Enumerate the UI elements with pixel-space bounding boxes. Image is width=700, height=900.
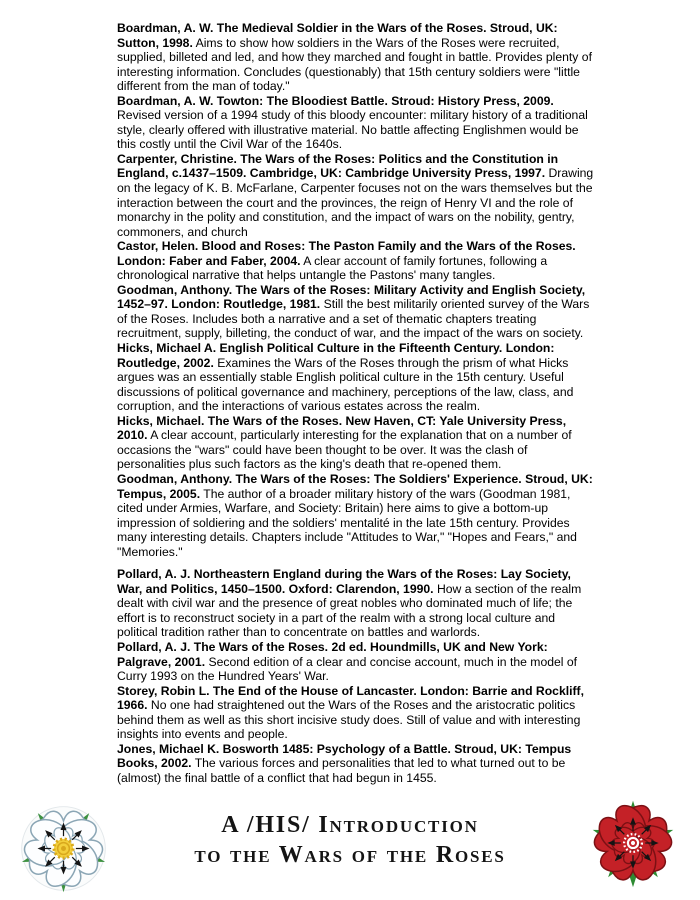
entry-citation: Pollard, A. J. Northeastern England during the Wars of the Roses: Lay Society, War, and Politics, 1450–1500. Oxford: Clarendon, 1990. <box>117 567 571 596</box>
bibliography-entry <box>117 742 594 786</box>
entry-citation: Goodman, Anthony. The Wars of the Roses: Military Activity and English Society, 1452–97. London: Routledge, 1981. <box>117 282 586 312</box>
entry-annotation: How a section of the realm dealt with civil war and the presence of great nobles who dominated much of life; the effort is to reconstruct society in a part of the realm with a strong local culture and political tradition rather than to concentrate on battles and warlords. <box>117 581 582 640</box>
entry-citation: Castor, Helen. Blood and Roses: The Paston Family and the Wars of the Roses. London: Faber and Faber, 2004. <box>117 239 576 268</box>
entry-annotation: The author of a broader military history of the wars (Goodman 1981, cited under Armies, Warfare, and Society: Britain) here aims to give a bottom-up impression of soldiering and the soldiers' mentalité in the late 15th century. Provides many interesting details. Chapters include "Attitudes to War," "Hopes and Fears," and "Memories." <box>117 486 577 559</box>
bibliography-entry <box>117 341 594 414</box>
entry-annotation: No one had straightened out the Wars of the Roses and the aristocratic politics behind them as well as this short incisive study does. Still of value and with interesting insights into events and people. <box>117 698 581 742</box>
entry-citation: Jones, Michael K. Bosworth 1485: Psychology of a Battle. Stroud, UK: Tempus Books, 2002. <box>117 741 572 771</box>
rose-center <box>54 839 73 858</box>
bibliography-entry <box>117 94 594 152</box>
bibliography-entry <box>117 684 594 742</box>
entry-citation: Carpenter, Christine. The Wars of the Roses: Politics and the Constitution in England, c.1437–1509. Cambridge, UK: Cambridge University Press, 1997. <box>117 151 559 181</box>
bibliography-entry <box>117 414 594 472</box>
bibliography-entry <box>117 640 594 684</box>
page-title-line-1: A /HIS/ Introduction <box>221 812 479 838</box>
entry-citation: Hicks, Michael. The Wars of the Roses. New Haven, CT: Yale University Press, 2010. <box>117 413 567 443</box>
entry-citation: Storey, Robin L. The End of the House of Lancaster. London: Barrie and Rockliff, 1966. <box>117 683 584 713</box>
entry-annotation: Second edition of a clear and concise account, much in the model of Curry 1993 on the Hundred Years' War. <box>117 654 578 684</box>
bibliography-entry <box>117 21 594 94</box>
bibliography-entry <box>117 472 594 559</box>
bibliography-entry <box>117 239 594 283</box>
white-rose-of-york-icon <box>16 801 111 896</box>
entry-annotation: Aims to show how soldiers in the Wars of the Roses were recruited, supplied, billeted and led, and how they marched and fought in battle. Provides plenty of interesting information. Concludes (questionably) that 15th century soldiers were "little different from the man of today." <box>117 35 592 94</box>
page-title-line-2: to the Wars of the Roses <box>194 842 506 868</box>
entry-annotation: Drawing on the legacy of K. B. McFarlane, Carpenter focuses not on the wars themselves but the interaction between the court and the provinces, the reign of Henry VI and the role of monarchy in the polity and constitution, and the impact of wars on the nobility, gentry, commoners, and church <box>117 166 594 239</box>
entry-citation: Pollard, A. J. The Wars of the Roses. 2d ed. Houndmills, UK and New York: Palgrave, 2001. <box>117 639 548 669</box>
entry-annotation: Still the best militarily oriented survey of the Wars of the Roses. Includes both a narrative and a set of thematic chapters treating recruitment, supply, billeting, the conduct of war, and the impact of the wars on society. <box>117 297 590 341</box>
bibliography-entry <box>117 567 594 640</box>
entry-annotation: A clear account, particularly interesting for the explanation that on a number of occasions the "wars" could have been thought to be over. It was the clash of personalities plus such factors as the king's death that re-opened them. <box>117 428 572 472</box>
bibliography-list <box>117 21 594 785</box>
entry-annotation: Examines the Wars of the Roses through the prism of what Hicks argues was an essentially stable English political culture in the 15th century. Useful discussions of political governance and machinery, perceptions of the law, class, and corruption, and the interactions of various estates across the realm. <box>117 355 574 414</box>
entry-annotation: Revised version of a 1994 study of this bloody encounter: military history of a traditional style, clearly offered with illustrative material. No battle affecting Englishmen would be this costly until the Civil War of the 1640s. <box>117 108 588 152</box>
entry-citation: Boardman, A. W. The Medieval Soldier in the Wars of the Roses. Stroud, UK: Sutton, 1998. <box>117 21 558 50</box>
entry-annotation: A clear account of family fortunes, following a chronological narrative that helps untangle the Pastons' many tangles. <box>117 253 548 283</box>
entry-citation: Goodman, Anthony. The Wars of the Roses: The Soldiers' Experience. Stroud, UK: Tempus, 2005. <box>117 471 593 501</box>
entry-annotation: The various forces and personalities that led to what turned out to be (almost) the final battle of a conflict that had begun in 1455. <box>117 756 566 785</box>
bibliography-entry <box>117 152 594 239</box>
entry-citation: Hicks, Michael A. English Political Culture in the Fifteenth Century. London: Routledge, 2002. <box>117 341 555 370</box>
entry-citation: Boardman, A. W. Towton: The Bloodiest Battle. Stroud: History Press, 2009. <box>117 93 554 108</box>
red-rose-of-lancaster-icon <box>586 796 680 890</box>
bibliography-entry <box>117 283 594 341</box>
